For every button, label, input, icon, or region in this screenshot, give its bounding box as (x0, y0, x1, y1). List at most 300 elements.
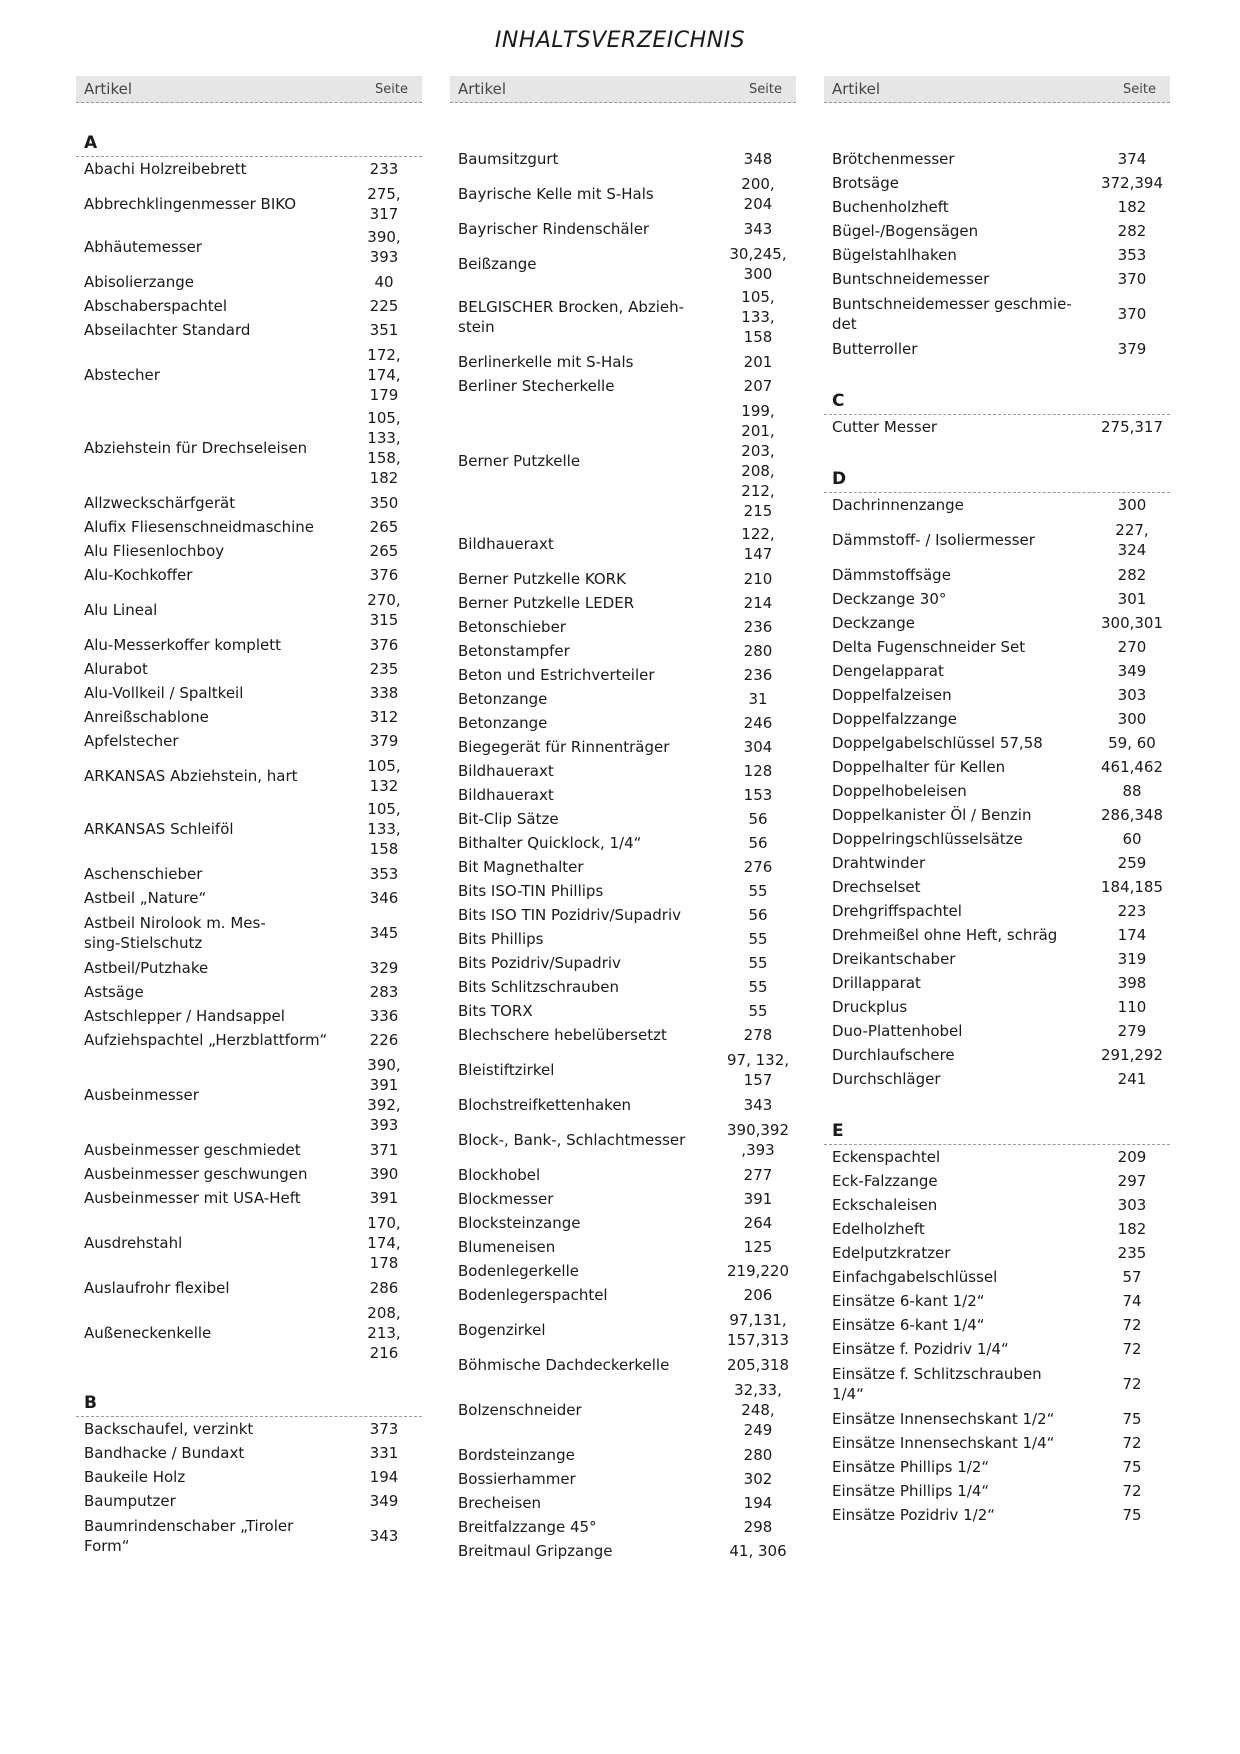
toc-entry (450, 975, 796, 999)
entry-pages: 282 (1117, 222, 1147, 240)
toc-entry (450, 735, 796, 759)
entry-name: Durchschläger (832, 1070, 941, 1088)
entry-name: Doppelgabelschlüssel 57,58 (832, 734, 1043, 752)
entry-name: Astsäge (84, 983, 144, 1001)
entry-pages: 236 (743, 618, 773, 636)
toc-entry (824, 1241, 1170, 1265)
entry-pages: 329 (369, 959, 399, 977)
entry-name: Biegegerät für Rinnenträger (458, 738, 670, 756)
toc-entry (824, 947, 1170, 971)
entry-name: Abschaberspachtel (84, 297, 228, 315)
entry-pages: 373 (369, 1420, 399, 1438)
toc-entry (824, 995, 1170, 1019)
entry-pages: 349 (1117, 662, 1147, 680)
toc-entry (824, 1455, 1170, 1479)
entry-pages: 270, 315 (367, 591, 401, 629)
entry-name: Dämmstoff- / Isoliermesser (832, 531, 1035, 549)
entry-name: Apfelstecher (84, 732, 179, 750)
entry-pages: 75 (1122, 1410, 1142, 1428)
toc-entry (450, 663, 796, 687)
entry-name: Betonzange (458, 714, 548, 732)
toc-entry (824, 659, 1170, 683)
entry-name: Auslaufrohr flexibel (84, 1279, 230, 1297)
toc-entry (824, 1289, 1170, 1313)
entry-pages: 303 (1117, 686, 1147, 704)
toc-entry (450, 591, 796, 615)
section-letter: D (824, 457, 1170, 493)
entry-pages: 398 (1117, 974, 1147, 992)
toc-entry (76, 1028, 422, 1052)
entry-name: Berner Putzkelle (458, 452, 581, 470)
entry-pages: 56 (748, 906, 768, 924)
entry-pages: 56 (748, 810, 768, 828)
entry-name: Astbeil „Nature“ (84, 889, 207, 907)
entry-pages: 59, 60 (1108, 734, 1156, 752)
entry-name: Bildhaueraxt (458, 762, 554, 780)
entry-pages: 343 (369, 1527, 399, 1545)
toc-entry (76, 1417, 422, 1441)
entry-pages: 225 (369, 297, 399, 315)
entry-pages: 353 (369, 865, 399, 883)
toc-entry (450, 174, 796, 214)
entry-name: Berner Putzkelle KORK (458, 570, 626, 588)
column-header (450, 76, 796, 103)
entry-name: Backschaufel, verzinkt (84, 1420, 254, 1438)
column-header-article: Artikel (832, 80, 881, 98)
entry-name: Bleistiftzirkel (458, 1061, 555, 1079)
entry-pages: 40 (374, 273, 394, 291)
entry-pages: 286,348 (1100, 806, 1164, 824)
entry-name: Einsätze f. Schlitzschrauben 1/4“ (832, 1365, 1042, 1403)
toc-entry (824, 195, 1170, 219)
entry-name: Doppelfalzeisen (832, 686, 952, 704)
entry-pages: 304 (743, 738, 773, 756)
entry-pages: 128 (743, 762, 773, 780)
entry-name: Abachi Holzreibebrett (84, 160, 247, 178)
entry-name: Einsätze Phillips 1/4“ (832, 1482, 990, 1500)
toc-entry (76, 886, 422, 910)
toc-entry (76, 681, 422, 705)
entry-pages: 184,185 (1100, 878, 1164, 896)
toc-entry (824, 1265, 1170, 1289)
entry-name: Abseilachter Standard (84, 321, 251, 339)
toc-entry (76, 1441, 422, 1465)
entry-pages: 72 (1122, 1482, 1142, 1500)
entry-name: Berliner Stecherkelle (458, 377, 615, 395)
entry-pages: 275,317 (1100, 418, 1164, 436)
entry-name: Blechschere hebelübersetzt (458, 1026, 667, 1044)
entry-name: Berlinerkelle mit S-Hals (458, 353, 634, 371)
entry-name: Breitmaul Gripzange (458, 1542, 613, 1560)
entry-name: Bandhacke / Bundaxt (84, 1444, 245, 1462)
entry-pages: 182 (1117, 198, 1147, 216)
entry-name: Brotsäge (832, 174, 899, 192)
entry-name: Cutter Messer (832, 418, 938, 436)
column-header-article: Artikel (458, 80, 507, 98)
entry-pages: 55 (748, 1002, 768, 1020)
entry-name: Betonzange (458, 690, 548, 708)
entry-pages: 235 (1117, 1244, 1147, 1262)
entry-name: Drehmeißel ohne Heft, schräg (832, 926, 1058, 944)
entry-pages: 371 (369, 1141, 399, 1159)
entry-name: Aschenschieber (84, 865, 203, 883)
entry-pages: 312 (369, 708, 399, 726)
entry-name: Ausbeinmesser mit USA-Heft (84, 1189, 301, 1207)
toc-entry (76, 729, 422, 753)
toc-column (450, 76, 796, 1563)
entry-pages: 264 (743, 1214, 773, 1232)
entry-name: Bayrische Kelle mit S-Hals (458, 185, 654, 203)
toc-entry (824, 171, 1170, 195)
toc-entry (76, 345, 422, 405)
section-letter: B (76, 1381, 422, 1417)
entry-name: Doppelfalzzange (832, 710, 958, 728)
toc-entry (824, 493, 1170, 517)
entry-name: Bossierhammer (458, 1470, 576, 1488)
entry-pages: 200, 204 (741, 175, 775, 213)
entry-pages: 336 (369, 1007, 399, 1025)
toc-entry (450, 1211, 796, 1235)
toc-entry (76, 862, 422, 886)
entry-pages: 31 (748, 690, 768, 708)
toc-entry (824, 1169, 1170, 1193)
toc-entry (824, 779, 1170, 803)
entry-pages: 461,462 (1100, 758, 1164, 776)
entry-name: Deckzange (832, 614, 916, 632)
toc-entry (450, 1443, 796, 1467)
column-header-article: Artikel (84, 80, 133, 98)
toc-entry (824, 563, 1170, 587)
entry-pages: 55 (748, 882, 768, 900)
toc-entry (450, 759, 796, 783)
entry-name: Alu-Kochkoffer (84, 566, 193, 584)
entry-pages: 391 (743, 1190, 773, 1208)
toc-entry (450, 1235, 796, 1259)
entry-name: Alu-Messerkoffer komplett (84, 636, 281, 654)
entry-pages: 297 (1117, 1172, 1147, 1190)
entry-pages: 379 (1117, 340, 1147, 358)
toc-entry (76, 318, 422, 342)
entry-name: Bits TORX (458, 1002, 533, 1020)
column-header-page: Seite (749, 81, 782, 97)
entry-name: Ausbeinmesser (84, 1086, 199, 1104)
toc-entry (450, 1163, 796, 1187)
entry-pages: 300,301 (1100, 614, 1164, 632)
toc-entry (450, 903, 796, 927)
entry-name: Einsätze f. Pozidriv 1/4“ (832, 1340, 1009, 1358)
entry-name: Alu Fliesenlochboy (84, 542, 225, 560)
entry-name: Deckzange 30° (832, 590, 947, 608)
entry-name: Doppelhobeleisen (832, 782, 967, 800)
entry-pages: 88 (1122, 782, 1142, 800)
entry-pages: 390 (369, 1165, 399, 1183)
toc-entry (450, 879, 796, 903)
entry-pages: 206 (743, 1286, 773, 1304)
toc-entry (76, 1489, 422, 1513)
entry-pages: 75 (1122, 1458, 1142, 1476)
entry-name: Alu Lineal (84, 601, 158, 619)
entry-pages: 283 (369, 983, 399, 1001)
entry-pages: 390, 393 (367, 228, 401, 266)
entry-name: Alurabot (84, 660, 148, 678)
entry-pages: 331 (369, 1444, 399, 1462)
toc-entry (76, 705, 422, 729)
entry-pages: 246 (743, 714, 773, 732)
toc-entry (824, 243, 1170, 267)
entry-pages: 105, 133, 158 (367, 800, 401, 858)
entry-name: Einfachgabelschlüssel (832, 1268, 998, 1286)
entry-name: Abbrechklingenmesser BIKO (84, 195, 297, 213)
toc-entry (450, 244, 796, 284)
entry-name: ARKANSAS Abziehstein, hart (84, 767, 298, 785)
toc-entry (76, 590, 422, 630)
entry-name: Blochstreifkettenhaken (458, 1096, 632, 1114)
entry-name: Böhmische Dachdeckerkelle (458, 1356, 670, 1374)
entry-pages: 122, 147 (741, 525, 775, 563)
entry-pages: 210 (743, 570, 773, 588)
entry-pages: 201 (743, 353, 773, 371)
toc-entry (450, 217, 796, 241)
entry-name: Bogenzirkel (458, 1321, 546, 1339)
toc-entry (824, 1019, 1170, 1043)
toc-entry (76, 515, 422, 539)
entry-pages: 379 (369, 732, 399, 750)
entry-name: Delta Fugenschneider Set (832, 638, 1026, 656)
toc-entry (450, 350, 796, 374)
entry-pages: 391 (369, 1189, 399, 1207)
entry-pages: 374 (1117, 150, 1147, 168)
toc-entry (824, 1479, 1170, 1503)
entry-name: Doppelkanister Öl / Benzin (832, 806, 1032, 824)
entry-name: Blockhobel (458, 1166, 541, 1184)
toc-entry (450, 147, 796, 171)
entry-name: Bodenlegerkelle (458, 1262, 579, 1280)
toc-entry (76, 956, 422, 980)
toc-entry (450, 999, 796, 1023)
entry-name: Allzweckschärfgerät (84, 494, 236, 512)
entry-name: Einsätze Phillips 1/2“ (832, 1458, 990, 1476)
entry-name: Bits ISO TIN Pozidriv/Supadriv (458, 906, 682, 924)
entry-name: Brecheisen (458, 1494, 542, 1512)
toc-entry (450, 951, 796, 975)
entry-pages: 199, 201, 203, 208, 212, 215 (741, 402, 775, 520)
toc-entry (824, 267, 1170, 291)
entry-name: Dreikantschaber (832, 950, 956, 968)
entry-name: Alu-Vollkeil / Spaltkeil (84, 684, 244, 702)
toc-entry (450, 687, 796, 711)
entry-name: Ausbeinmesser geschwungen (84, 1165, 308, 1183)
toc-entry (450, 1259, 796, 1283)
toc-entry (824, 1193, 1170, 1217)
toc-entry (824, 971, 1170, 995)
entry-pages: 279 (1117, 1022, 1147, 1040)
toc-entry (450, 831, 796, 855)
entry-name: Dachrinnenzange (832, 496, 964, 514)
entry-pages: 153 (743, 786, 773, 804)
toc-entry (450, 1023, 796, 1047)
entry-pages: 32,33, 248, 249 (734, 1381, 782, 1439)
entry-pages: 390,392 ,393 (726, 1121, 790, 1159)
entry-pages: 346 (369, 889, 399, 907)
section-letter: E (824, 1109, 1170, 1145)
entry-pages: 265 (369, 518, 399, 536)
toc-entry (450, 287, 796, 347)
entry-name: Anreißschablone (84, 708, 209, 726)
entry-name: Bits Phillips (458, 930, 544, 948)
entry-pages: 75 (1122, 1506, 1142, 1524)
toc-entry (76, 799, 422, 859)
entry-pages: 338 (369, 684, 399, 702)
toc-entry (450, 1050, 796, 1090)
entry-pages: 208, 213, 216 (367, 1304, 401, 1362)
entry-pages: 194 (743, 1494, 773, 1512)
toc-entry (76, 1276, 422, 1300)
toc-entry (450, 1467, 796, 1491)
entry-name: Bithalter Quicklock, 1/4“ (458, 834, 642, 852)
toc-entry (76, 157, 422, 181)
entry-name: Baumputzer (84, 1492, 176, 1510)
toc-entry (824, 803, 1170, 827)
entry-name: Bolzenschneider (458, 1401, 582, 1419)
entry-name: Doppelhalter für Kellen (832, 758, 1006, 776)
entry-pages: 350 (369, 494, 399, 512)
column-header-page: Seite (375, 81, 408, 97)
entry-name: Einsätze Innensechskant 1/2“ (832, 1410, 1055, 1428)
entry-pages: 236 (743, 666, 773, 684)
toc-entry (450, 1187, 796, 1211)
entry-pages: 227, 324 (1115, 521, 1149, 559)
entry-pages: 276 (743, 858, 773, 876)
toc-entry (824, 219, 1170, 243)
entry-pages: 376 (369, 566, 399, 584)
column-header (824, 76, 1170, 103)
entry-pages: 105, 133, 158, 182 (367, 409, 401, 487)
toc-entry (76, 1213, 422, 1273)
entry-pages: 343 (743, 220, 773, 238)
entry-name: Einsätze Innensechskant 1/4“ (832, 1434, 1055, 1452)
entry-pages: 194 (369, 1468, 399, 1486)
entry-pages: 105, 132 (367, 757, 401, 795)
entry-name: ARKANSAS Schleiföl (84, 820, 234, 838)
entry-name: Baukeile Holz (84, 1468, 186, 1486)
entry-pages: 278 (743, 1026, 773, 1044)
entry-pages: 41, 306 (729, 1542, 787, 1560)
entry-pages: 370 (1117, 270, 1147, 288)
toc-entry (76, 408, 422, 488)
entry-name: Außeneckenkelle (84, 1324, 212, 1342)
entry-name: Abhäutemesser (84, 238, 202, 256)
entry-name: Durchlaufschere (832, 1046, 955, 1064)
toc-entry (824, 731, 1170, 755)
toc-entry (76, 539, 422, 563)
entry-name: Betonstampfer (458, 642, 570, 660)
entry-name: Bügel-/Bogensägen (832, 222, 979, 240)
entry-name: Bildhaueraxt (458, 786, 554, 804)
entry-pages: 72 (1122, 1375, 1142, 1393)
entry-name: Berner Putzkelle LEDER (458, 594, 635, 612)
entry-name: Brötchenmesser (832, 150, 955, 168)
entry-pages: 223 (1117, 902, 1147, 920)
entry-pages: 275, 317 (367, 185, 401, 223)
entry-name: Einsätze 6-kant 1/4“ (832, 1316, 985, 1334)
entry-name: Beton und Estrichverteiler (458, 666, 655, 684)
column-header (76, 76, 422, 103)
entry-name: Beißzange (458, 255, 537, 273)
toc-entry (824, 1431, 1170, 1455)
toc-entry (450, 524, 796, 564)
toc-entry (76, 1465, 422, 1489)
entry-name: Baumsitzgurt (458, 150, 559, 168)
toc-entry (450, 807, 796, 831)
toc-entry (450, 639, 796, 663)
entry-name: Bügelstahlhaken (832, 246, 957, 264)
entry-name: Alufix Fliesenschneidmaschine (84, 518, 315, 536)
entry-pages: 376 (369, 636, 399, 654)
toc-entry (824, 1407, 1170, 1431)
entry-pages: 291,292 (1100, 1046, 1164, 1064)
toc-column (824, 76, 1170, 1527)
entry-name: Eckschaleisen (832, 1196, 938, 1214)
toc-entry (450, 1380, 796, 1440)
entry-name: Ausbeinmesser geschmiedet (84, 1141, 301, 1159)
entry-pages: 282 (1117, 566, 1147, 584)
entry-name: Bit Magnethalter (458, 858, 584, 876)
toc-entry (824, 707, 1170, 731)
entry-pages: 182 (1117, 1220, 1147, 1238)
entry-name: Einsätze Pozidriv 1/2“ (832, 1506, 996, 1524)
toc-entry (76, 294, 422, 318)
toc-entry (824, 1337, 1170, 1361)
entry-pages: 319 (1117, 950, 1147, 968)
entry-pages: 390, 391 392, 393 (367, 1056, 401, 1134)
entry-name: Doppelringschlüsselsätze (832, 830, 1023, 848)
toc-entry (450, 855, 796, 879)
entry-name: Buchenholzheft (832, 198, 949, 216)
column-header-page: Seite (1123, 81, 1156, 97)
toc-entry (824, 587, 1170, 611)
entry-pages: 226 (369, 1031, 399, 1049)
entry-name: Block-, Bank-, Schlachtmesser (458, 1131, 686, 1149)
entry-pages: 235 (369, 660, 399, 678)
toc-entry (76, 1055, 422, 1135)
entry-pages: 277 (743, 1166, 773, 1184)
entry-pages: 30,245, 300 (729, 245, 787, 283)
toc-entry (450, 1310, 796, 1350)
entry-name: BELGISCHER Brocken, Abzieh- stein (458, 298, 685, 336)
entry-pages: 110 (1117, 998, 1147, 1016)
entry-pages: 301 (1117, 590, 1147, 608)
entry-pages: 372,394 (1100, 174, 1164, 192)
entry-pages: 303 (1117, 1196, 1147, 1214)
entry-pages: 174 (1117, 926, 1147, 944)
toc-entry (450, 401, 796, 521)
toc-entry (824, 635, 1170, 659)
entry-pages: 259 (1117, 854, 1147, 872)
toc-entry (76, 1162, 422, 1186)
toc-entry (824, 851, 1170, 875)
toc-entry (824, 611, 1170, 635)
toc-entry (76, 227, 422, 267)
entry-name: Bordsteinzange (458, 1446, 575, 1464)
entry-name: Edelholzheft (832, 1220, 925, 1238)
toc-entry (450, 374, 796, 398)
toc-column (76, 76, 422, 1559)
toc-entry (76, 633, 422, 657)
entry-name: Astschlepper / Handsappel (84, 1007, 285, 1025)
toc-entry (450, 615, 796, 639)
toc-entry (76, 1303, 422, 1363)
entry-pages: 265 (369, 542, 399, 560)
